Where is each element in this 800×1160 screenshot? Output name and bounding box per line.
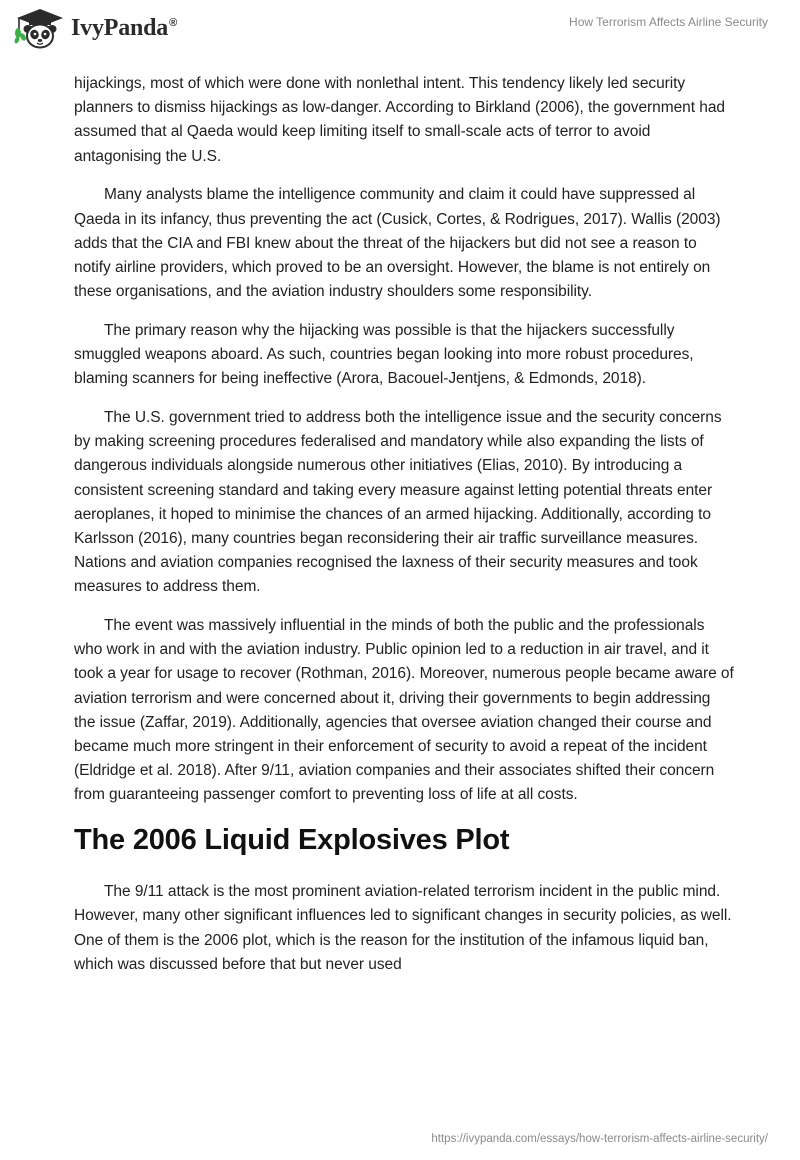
paragraph: The primary reason why the hijacking was possible is that the hijackers successfully smuggled weapons aboard. As such, countries began looking into more robust procedures, blaming scanners for being ineffective (Arora, Bacouel-Jentjens, & Edmonds, 2018). [74, 321, 694, 388]
source-url[interactable]: https://ivypanda.com/essays/how-terrorism-affects-airline-security/ [431, 1133, 768, 1145]
paragraph: The 9/11 attack is the most prominent aviation-related terrorism incident in the public mind. However, many other significant influences led to significant changes in security policies, as well. One of them is the 2006 plot, which is the reason for the institution of the infamous liquid ban, which was discussed before that but never used [74, 883, 732, 973]
panda-graduate-icon [14, 7, 66, 49]
paragraph: Many analysts blame the intelligence community and claim it could have suppressed al Qaeda in its infancy, thus preventing the act (Cusick, Cortes, & Rodrigues, 2017). Wallis (2003) adds that the CIA and FBI knew about the threat of the hijackers but did not see a reason to notify airline providers, which proved to be an oversight. However, the blame is not entirely on these organisations, and the aviation industry shoulders some responsibility. [74, 186, 721, 301]
document-title: How Terrorism Affects Airline Security [569, 15, 768, 29]
essay-body [74, 72, 734, 992]
paragraph: hijackings, most of which were done with nonlethal intent. This tendency likely led security planners to dismiss hijackings as low-danger. According to Birkland (2006), the government had assumed that al Qaeda would keep limiting itself to small-scale acts of terror to avoid antagonising the U.S. [74, 75, 725, 165]
paragraph: The event was massively influential in the minds of both the public and the professionals who work in and with the aviation industry. Public opinion led to a reduction in air travel, and it took a year for usage to recover (Rothman, 2016). Moreover, numerous people became aware of aviation terrorism and were concerned about it, driving their governments to begin addressing the issue (Zaffar, 2019). Additionally, agencies that oversee aviation changed their course and became much more stringent in their enforcement of security to avoid a repeat of the incident (Eldridge et al. 2018). After 9/11, aviation companies and their associates shifted their concern from guaranteeing passenger comfort to preventing loss of life at all costs. [74, 617, 734, 804]
logo-wordmark: IvyPanda® [71, 15, 178, 41]
paragraph: The U.S. government tried to address both the intelligence issue and the security concerns by making screening procedures federalised and mandatory while also expanding the lists of dangerous individuals alongside numerous other initiatives (Elias, 2010). By introducing a consistent screening standard and taking every measure against letting potential threats enter aeroplanes, it hoped to minimise the chances of an armed hijacking. Additionally, according to Karlsson (2016), many countries began reconsidering their air traffic surveillance measures. Nations and aviation companies recognised the laxness of their security measures and took measures to address them. [74, 408, 722, 596]
ivypanda-logo[interactable] [14, 7, 177, 49]
page-header [0, 0, 800, 64]
section-heading: The 2006 Liquid Explosives Plot [74, 824, 510, 857]
